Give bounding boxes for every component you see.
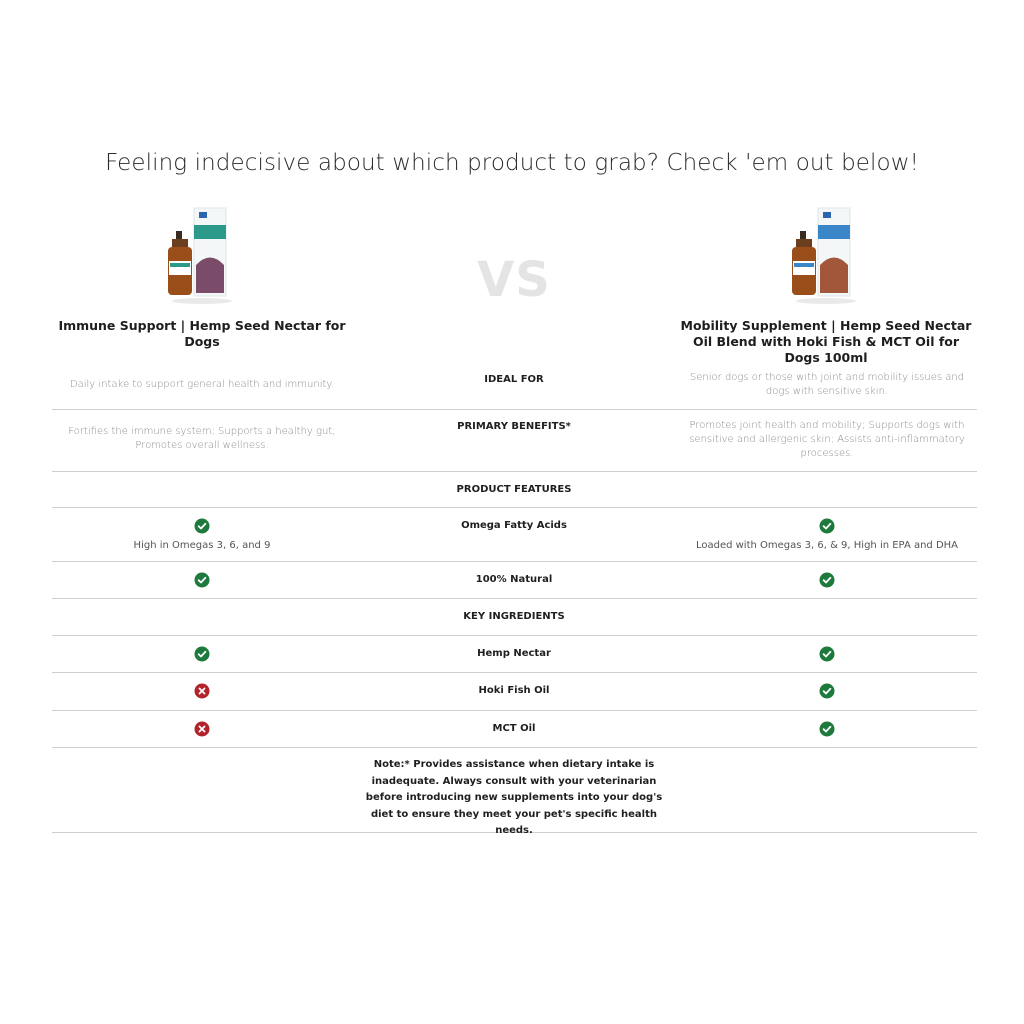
- ideal-for-label: IDEAL FOR: [484, 374, 544, 385]
- product-left[interactable]: [52, 205, 352, 350]
- mct-label: MCT Oil: [492, 723, 536, 734]
- vs-label: VS: [477, 252, 551, 308]
- primary-benefits-right: Promotes joint health and mobility; Supports dogs with sensitive and allergenic skin; Assists anti-inflammatory processes.: [689, 420, 965, 459]
- row-hoki: [52, 673, 977, 711]
- hemp-label: Hemp Nectar: [477, 648, 551, 659]
- natural-label: 100% Natural: [475, 574, 553, 585]
- omega-right: [677, 518, 977, 553]
- row-note: [52, 748, 977, 836]
- hoki-right: [677, 683, 977, 703]
- check-icon: [194, 572, 210, 588]
- row-mct: [52, 711, 977, 748]
- check-icon: [819, 721, 835, 737]
- mct-left: [52, 721, 352, 741]
- omega-right-desc: Loaded with Omegas 3, 6, & 9, High in EPA and DHA: [695, 540, 959, 551]
- check-icon: [819, 646, 835, 662]
- omega-left: [52, 518, 352, 553]
- natural-right: [677, 572, 977, 592]
- product-left-name[interactable]: Immune Support | Hemp Seed Nectar for Dogs: [58, 318, 346, 349]
- check-icon: [819, 518, 835, 534]
- check-icon: [194, 518, 210, 534]
- natural-left: [52, 572, 352, 592]
- check-icon: [819, 683, 835, 699]
- hoki-left: [52, 683, 352, 703]
- ideal-for-left: Daily intake to support general health and immunity.: [69, 379, 335, 390]
- mct-right: [677, 721, 977, 741]
- check-icon: [819, 572, 835, 588]
- cross-icon: [194, 683, 210, 699]
- product-right-name[interactable]: Mobility Supplement | Hemp Seed Nectar Oil Blend with Hoki Fish & MCT Oil for Dogs 100ml: [680, 318, 972, 365]
- check-icon: [194, 646, 210, 662]
- hemp-left: [52, 646, 352, 666]
- primary-benefits-left: Fortifies the immune system; Supports a healthy gut; Promotes overall wellness.: [68, 426, 336, 451]
- hoki-label: Hoki Fish Oil: [478, 685, 550, 696]
- hemp-right: [677, 646, 977, 666]
- row-product-features: [52, 472, 977, 508]
- row-ideal-for: [52, 366, 977, 410]
- row-primary-benefits: [52, 410, 977, 472]
- cross-icon: [194, 721, 210, 737]
- ideal-for-right: Senior dogs or those with joint and mobility issues and dogs with sensitive skin.: [689, 372, 965, 397]
- row-key-ingredients: [52, 599, 977, 636]
- row-natural: [52, 562, 977, 599]
- omega-left-desc: High in Omegas 3, 6, and 9: [133, 540, 271, 551]
- omega-label: Omega Fatty Acids: [461, 520, 567, 531]
- product-features-label: PRODUCT FEATURES: [456, 484, 572, 495]
- product-right[interactable]: [676, 205, 976, 366]
- key-ingredients-label: KEY INGREDIENTS: [463, 611, 565, 622]
- row-hemp: [52, 636, 977, 673]
- product-left-image[interactable]: [162, 205, 242, 310]
- footnote: Note:* Provides assistance when dietary intake is inadequate. Always consult with your veterinarian before introducing new supplements into your dog's diet to ensure they meet your pet's specific health needs.: [365, 759, 663, 836]
- row-omega: [52, 508, 977, 562]
- primary-benefits-label: PRIMARY BENEFITS*: [457, 421, 571, 432]
- product-right-image[interactable]: [786, 205, 866, 310]
- page-headline: Feeling indecisive about which product to grab? Check 'em out below!: [105, 150, 919, 176]
